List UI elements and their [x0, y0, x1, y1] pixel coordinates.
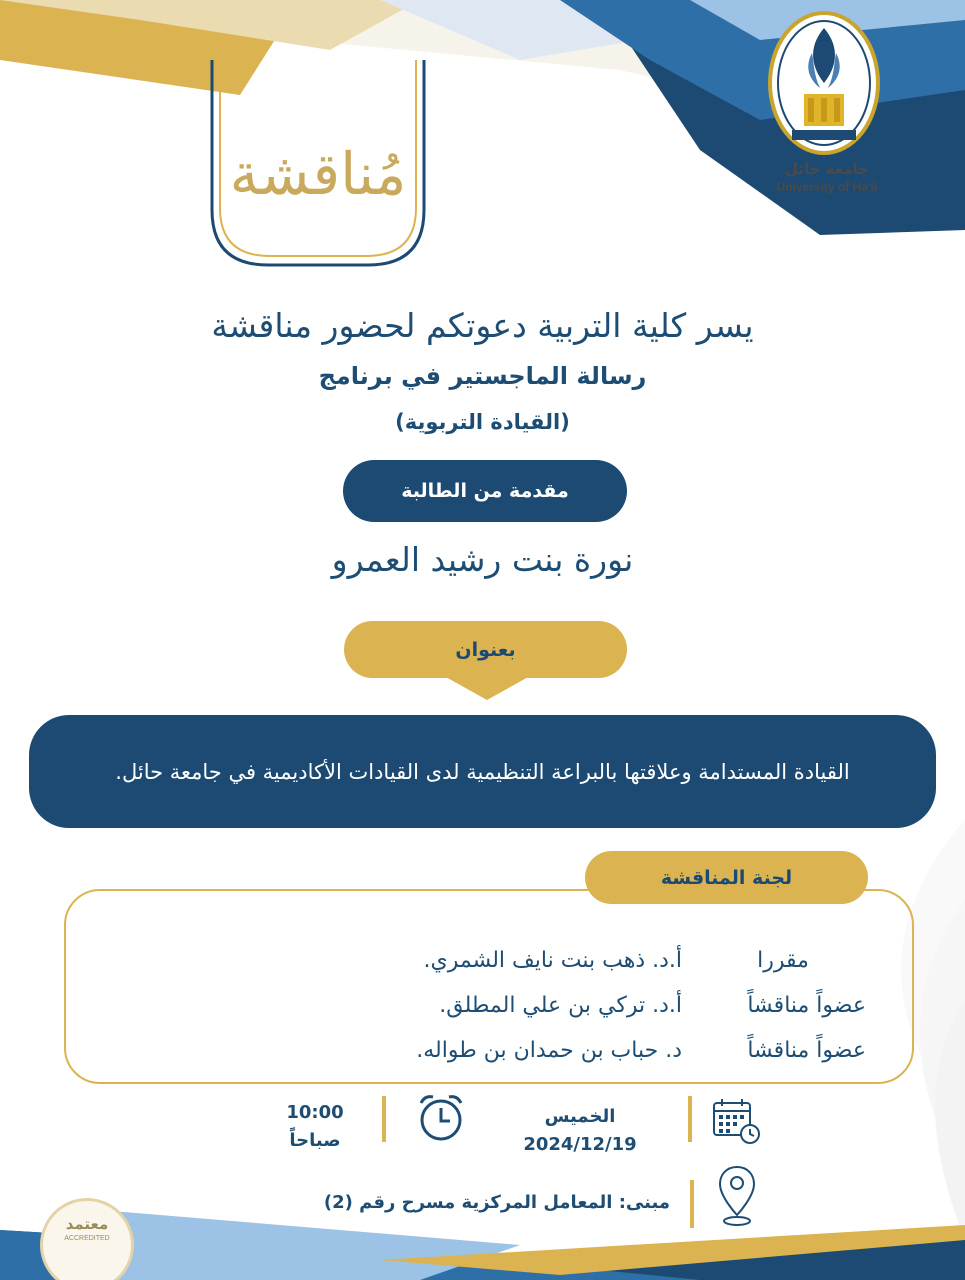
committee-member-name: أ.د. تركي بن علي المطلق. [439, 993, 682, 1018]
university-name-english: University of Ha'il [776, 180, 878, 194]
footer-background [0, 1170, 965, 1280]
thesis-label-pointer [444, 676, 530, 700]
discussion-calligraphy: مُناقشة [229, 140, 407, 208]
committee-role-member: عضواً مناقشاً [747, 993, 866, 1018]
committee-member-name: أ.د. ذهب بنت نايف الشمري. [423, 948, 682, 973]
event-time: 10:00 [286, 1102, 344, 1123]
thesis-title: القيادة المستدامة وعلاقتها بالبراعة التنظيمية لدى القيادات الأكاديمية في جامعة حائل. [29, 715, 936, 828]
university-logo [762, 8, 892, 198]
thesis-label-pill: بعنوان [344, 621, 627, 678]
program-name: (القيادة التربوية) [395, 410, 570, 434]
calendar-icon [712, 1098, 762, 1146]
university-name-arabic: جامعة حائل [785, 160, 869, 178]
invitation-line-1: يسر كلية التربية دعوتكم لحضور مناقشة [211, 306, 754, 345]
committee-role-chair: مقررا [757, 948, 809, 973]
event-date: 2024/12/19 [523, 1134, 637, 1155]
alarm-clock-icon [417, 1093, 465, 1143]
event-location: مبنى: المعامل المركزية مسرح رقم (2) [323, 1192, 670, 1213]
event-period: صباحاً [289, 1130, 341, 1151]
committee-role-member: عضواً مناقشاً [747, 1038, 866, 1063]
student-label-pill: مقدمة من الطالبة [343, 460, 627, 522]
separator [382, 1096, 386, 1142]
event-day: الخميس [544, 1106, 616, 1127]
invitation-line-2: رسالة الماجستير في برنامج [318, 362, 647, 390]
badge-label-arabic: معتمد [65, 1215, 109, 1233]
student-name: نورة بنت رشيد العمرو [331, 540, 634, 579]
separator [688, 1096, 692, 1142]
location-pin-icon [717, 1163, 757, 1229]
separator [690, 1180, 694, 1228]
university-seal-icon [762, 8, 892, 158]
badge-label-english: ACCREDITED [64, 1235, 110, 1242]
committee-member-name: د. حباب بن حمدان بن طواله. [416, 1038, 682, 1063]
committee-label-pill: لجنة المناقشة [585, 851, 868, 904]
